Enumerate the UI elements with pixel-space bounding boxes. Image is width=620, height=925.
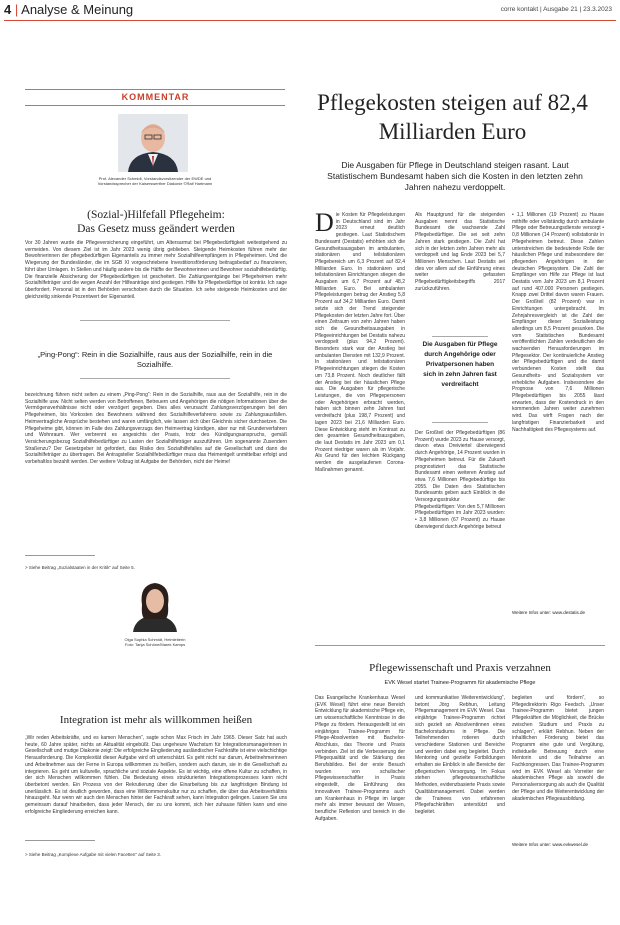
article-column-2b: Der Großteil der Pflegebedürftigen (86 Prozent) wurde 2023 zu Hause versorgt, davon etwa Dreiviertel überwiegend durch Angehörige, 14 Prozent wurden in Pflegeheimen betreut. Für die Zukunft prognostiziert das Statistische Bundesamt einen weiteren Anstieg auf etwa 7,6 Millionen Pflegebedürftige bis 2055. Die Daten des Statistischen Bundesamts geben auch Einblick in die Versorgungsstruktur der Pflegebedürftigen: Von den 5,7 Millionen Pflegebedürftigen im Jahr 2023 wurden: • 3,8 Millionen (67 Prozent) zu Hause überwiegend durch Angehörige betreut (415, 430, 505, 530)
pull-quote-right: Die Ausgaben für Pflege durch Angehörige oder Privatpersonen haben sich in zehn Jahren fast verdreifacht (422, 341, 498, 388)
lead-paragraph: Die Ausgaben für Pflege in Deutschland steigen rasant. Laut Statistischem Bundesamt haben sich die Kosten in den letzten zehn Jahren nahezu verdoppelt. (327, 160, 583, 192)
section-divider (315, 645, 605, 646)
section-column-3: begleiten und fördern“, so Pflegedirektorin Rigo Feedsch. „Unser Trainee-Programm bietet jungen Pflegekräften die Möglichkeit, die Brücke zwischen Studium und Praxis zu schlagen“, erklärt Rebhun. Neben der inhaltlichen Förderung bietet das Programm eine gute und Vergütung, individuelle Betreuung durch eine Mentorin und die Teilnahme an Fachkongressen. Das Trainee-Programm wird im EVK Wesel als Vorreiter der akademischen Pflege als sowohl die Personalversorgung als auch die Qualität der Pflege und die Weiterentwicklung der akademischen Pflegeausbildung. (512, 695, 604, 802)
comment-body-3: „Wir reden Arbeitskräfte, und es kamen Menschen“, sagte schon Max Frisch im Jahr 1965. Dieser Satz hat auch heute, 60 Jahre später, nichts an Aktualität eingebüßt. Das ungeheure Wachstum für Integrationsmanagerinnen in Gesellschaft und mutige Diakonie zeigt: Die erfolgreiche Eingliederung ausländischer Fachkräfte ist eine vielschichtige Herausforderung. Die Komplexität dieser Aufgabe wird oft unterschätzt. Es geht nicht nur darum, Arbeitnehmerinnen und Arbeitnehmer aus der Ferne in Europa willkommen zu heißen, sondern auch darum, sie in die Gesellschaft zu integrieren. Es geht um kulturelle, sprachliche und soziale Aspekte. Es ist wichtig, eine offene Kultur zu schaffen, in der sich Menschen willkommen fühlen. Die Bedeutung eines strukturierten Integrationsprozesses kann nicht überbetont werden. Ein Prozess von der Rekrutierung über die Einarbeitung bis zur langfristigen Bindung ist unerlässlich. Es ist deutlich geworden, dass eine Willkommenskultur nur zu schaffen, die über das Arbeitsverhältnis hinausgeht. Nur wenn wir auch den Menschen hinter der Fachkraft sehen, kann Integration gelingen. Lassen Sie uns gemeinsam darauf hinarbeiten, dass jeder Mensch, der zu uns kommt, sich hier zuhause fühlen kann und eine erfolgreiche Eingliederung erreichen kann. (25, 735, 287, 815)
header-rule (4, 20, 616, 21)
drop-cap: D (315, 212, 334, 237)
article-column-2a: Als Hauptgrund für die steigenden Ausgaben nennt das Statistische Bundesamt die wachsende Zahl Pflegebedürftiger. Die sei seit zehn Jahren stark gestiegen. Die Zahl hat sich in der letzten zehn Jahren mehr als verdoppelt und lag Ende 2023 bei 5,7 Millionen Menschen. Laut Destatis sei dies vor allem auf die Einführung eines weiter gefassten Pflegebedürftigkeitsbegriffs 2017 zurückzuführen. (415, 212, 505, 292)
kommentar-rule-top (25, 89, 285, 90)
quote-rule-top (80, 320, 230, 321)
page-number: 4 (4, 2, 12, 17)
section-subheadline: EVK Wesel startet Trainee-Programm für akademische Pflege (384, 680, 536, 686)
photo-caption-1: Prof. Alexander Schmidt, Vorstandsvorsitzender der EWDE und Vorstandssprecher der Kaiserswerther Diakonie ©Ralf Hartmann (97, 176, 213, 186)
article-column-1 (315, 212, 405, 642)
header-separator: | (14, 2, 19, 17)
footnote-1: > Siehe Beitrag „Sozialstaaten in der Kritik“ auf Seite 5. (25, 565, 135, 570)
author-photo-1 (118, 114, 188, 172)
footnote-rule-2 (25, 840, 95, 841)
more-info-2: Weitere Infos unter: www.evkwesel.de (512, 842, 588, 847)
more-info-1: Weitere Infos unter: www.destatis.de (512, 610, 585, 615)
section-column-2: und kommunikative Weiterentwicklung“, betont Jörg Rebhun, Leitung Pflegemanagement im EVK Wesel. Das einjährige Trainee-Programm richtet sich gezielt an Absolventinnen eines Bachelorstudiums in Pflege. Die Teilnehmenden rotieren durch verschiedene Stationen und Bereiche und werden dabei eng begleitet. Durch Mentoring und gezielte Fortbildungen erhalten sie Einblick in alle Bereiche der pflegerischen Versorgung. Im Fokus stehen pflegewissenschaftliche Methoden, evidenzbasierte Praxis sowie Qualitätsmanagement. Dabei werden die Trainees von erfahrenen Pflegefachkräften unterstützt und begleitet. (415, 695, 505, 815)
comment-headline-1: (Sozial-)Hilfefall Pflegeheim: Das Gesetz muss geändert werden (77, 209, 235, 235)
kommentar-rule-bottom (25, 105, 285, 106)
author-photo-2 (125, 577, 185, 632)
comment-headline-2: Integration ist mehr als willkommen heißen (59, 714, 253, 726)
footnote-rule-1 (25, 555, 95, 556)
section-headline: Pflegewissenschaft und Praxis verzahnen (369, 662, 551, 674)
comment-body-1: Vor 30 Jahren wurde die Pflegeversicherung eingeführt, um Altersarmut bei Pflegebedürftigkeit weitestgehend zu vermeiden. Von diesem Ziel ist im Jahr 2023 wenig übrig geblieben. Steigende Heimkosten führen mehr der Bewohnerinnen der pflegebedürftigen Eigenanteils zu immer mehr Sozialhilfeempfängern in Pflegeheimen. Und die Wiegerung der Bundesländer, die im SGB XI vorgeschriebene Investitionsförderung beitragsbedarf zu finanzieren, führt über Umlagen. In Stellen und häufig andere bis die Hälfte der Bewohnerinnen und Bewohner sozialhilfebedürftig. Die finanzielle Absicherung der Pflegebedürftigen ist gescheitert. Die Zahlungsentgänge bei Pflegeheimen mehr Sozialhilfeträger und die wegen Anzahl der Hilfeanträge sind gestiegen. Hilfe für Pflegebedürftige ist konträr. Ich sage überfordert. Personal ist in den Behörden verschoben durch die Situation. Ich sehe steigende Heimkosten und der gleichzeitig sinkende Prozentwert der Eigenanteil. (25, 240, 287, 300)
section-column-1: Das Evangelische Krankenhaus Wesel (EVK Wesel) führt eine neue Bereich Entwicklung für akademische Pflege ein, um wissenschaftliche Kenntnisse in die Pflege zu fördern. Herausgestellt ist ein einjähriges Trainee-Programm für Pflege-Absolventen mit Bachelor-Abschluss, das Theorie und Praxis verbinden. Ziel ist die Verbesserung der Pflegequalität und die Stärkung des Berufsbildes. Bei der erste Besuch wurden von schulischer Pflegewissenschaftler in Praxis eingestellt, die Einführung des innovativen Trainee-Programms auch am Krankenhaus in Pflege im langer mehr als immer bewusst der Wissen, berufliche Reflexion und bereich in die Aufgaben. (315, 695, 405, 822)
comment-body-2: bezeichnung führen nicht selten zu einem „Ping-Pong“: Rein in die Sozialhilfe, raus aus der Sozialhilfe, rein in die Sozialhilfe usw. Nicht selten werden von Betroffenen, Betreuern und Angehörigen die nötigen Informationen über die Vermögensverhältnisse nicht oder verzögert gegeben. Dies alles verursacht Zahlungsverzögerungen bei den Pflegeheimen, bis Vorkosten des Bewohners während des Sozialhilfeverfahrens sowie zu Zahlungsausfällen. Heimvertragliche Ansprüche bestehen und waren umfänglich, wie lassen sich über Gleichnis sicher durchsetzen. Die Pflegeheime gibt, können im Falle des Zahlungsverzugs den Heimvertrag kündigen, aber nur mit Grunderverfahren und Wohnraum. Wer verbrennt es angesichts der Praxis, trotz des Kündigungsanspruchs, gemäß Versicherungsbezug Sozialhilfebedürftiger zu Lasten der Sozialhilfeträger auszuführen. Um sogenannte Zusendern Straßenzu? Der Gesetzgeber ist gefordert, das Risiko des Sozialhilfefalles auf die Gesellschaft und dann die Sozialhilfeträger zu übertragen. Bei Antragsteller Sozialhilfebedürftiger muss das Heimentgelt unmittelbar erfolgt und vorbehaltlos bezahlt werden. Der weitere Vollzug ist Aufgabe der Behörden, nicht der Heime! (25, 392, 287, 466)
kommentar-tag: KOMMENTAR (121, 92, 190, 102)
pullquote-rule-top (432, 336, 488, 337)
pullquote-rule-bottom (432, 422, 488, 423)
pull-quote: „Ping-Pong“: Rein in die Sozialhilfe, raus aus der Sozialhilfe, rein in die Sozialhilfe. (37, 350, 273, 369)
photo-caption-2: Olga Sophia Schmidt, Heimleiterin Foto: Tanja Schöne/Marek Kamps (124, 637, 186, 647)
article-column-3: • 1,1 Millionen (19 Prozent) zu Hause mithilfe oder vollständig durch ambulante Pflege oder Betreuungsdienste versorgt • 0,8 Millionen (14 Prozent) vollstationär in Pflegeheimen betreut. Diese Zahlen unterstreichen die bedeutende Rolle der häuslichen Pflege und insbesondere der pflegenden Angehörigen in der deutschen Pflegesystem. Die Zahl der Empfänger von Hilfe zur Pflege ist laut Destatis vom Jahr 2023 um 8,1 Prozent auf rund 407.000 Personen gestiegen. Knapp zwei Drittel davon waren Frauen. Der Großteil (82 Prozent) war in Einrichtungen untergebracht. Im Zehnjahresvergleich ist die Zahl der Empfänger dieser Sozialleistung allerdings um 8,5 Prozent gesunken. Die vom Statistischen Bundesamt veröffentlichten Zahlen verdeutlichen die wachsenden Herausforderungen im Pflegesektor. Der kontinuierliche Anstieg der Pflegebedürftigen und die damit verbundenen Kosten stellt das Gesundheits- und Sozialsystem vor erhebliche Aufgaben. Insbesondere die Prognose von 7,6 Millionen Pflegebedürftigen bis 2055 lässt erwarten, dass der Kostendruck in den kommenden Jahren weiter zunehmen wird. Das wirft Fragen nach der langfristigen Finanzierbarkeit und Nachhaltigkeit des Pflegesystems auf. (512, 212, 604, 433)
section-name: Analyse & Meinung (21, 2, 134, 17)
main-headline: Pflegekosten steigen auf 82,4 Milliarden Euro (317, 90, 588, 144)
issue-info: corre kontakt | Ausgabe 21 | 23.3.2023 (500, 6, 612, 13)
footnote-2: > Siehe Beitrag „Komplexe Aufgabe mit vielen Facetten“ auf Seite 3. (25, 852, 161, 857)
column-1-text: ie Kosten für Pflegeleistungen in Deutschland sind im Jahr 2023 erneut deutlich gestiegen. Laut Statistischem Bundesamt (Destatis) erhöhten sich die Gesundheitsausgaben im ambulanten, stationären und teilstationären Pflegebereich um 6,3 Prozent auf 82,4 Milliarden Euro. In stationären und teilstationären Einrichtungen stiegen die Ausgaben um 6,7 Prozent auf 48,2 Milliarden Euro. Bei ambulanten Pflegeleistungen betrug der Anstieg 5,8 Prozent auf 34,2 Milliarden Euro. Damit setzte sich der Trend steigender Pflegekosten der letzten Jahre fort. Über einen Zeitraum von zehn Jahren haben sich die Gesundheitsausgaben in Pflegeeinrichtungen bei Destatis nahezu verdoppelt (plus 94,2 Prozent). Besonders stark war der Anstieg bei ambulanten Diensten mit 132,9 Prozent. In stationären und teilstationären Pflegeeinrichtungen stiegen die Kosten um 73,8 Prozent. Noch deutlicher fällt der Anstieg bei der häuslichen Pflege aus. Die Ausgaben für pflegerische Leistungen, die von Pflegepersonen oder Angehörigen erbracht werden, haben sich binnen zehn Jahren fast verdreifacht (plus 198,7 Prozent) und lagen 2023 bei 21,6 Milliarden Euro. Diese Entwicklung steht im Kontrast zu den gesamten Gesundheitsausgaben, die laut Destatis im Jahr 2023 um 0,1 Prozent niedriger waren als im Vorjahr. Als Grund für den leichten Rückgang werden die ausgelaufenen Corona-Maßnahmen genannt. (315, 212, 405, 473)
quote-rule-bottom (80, 378, 230, 379)
page-header-left (4, 2, 133, 17)
